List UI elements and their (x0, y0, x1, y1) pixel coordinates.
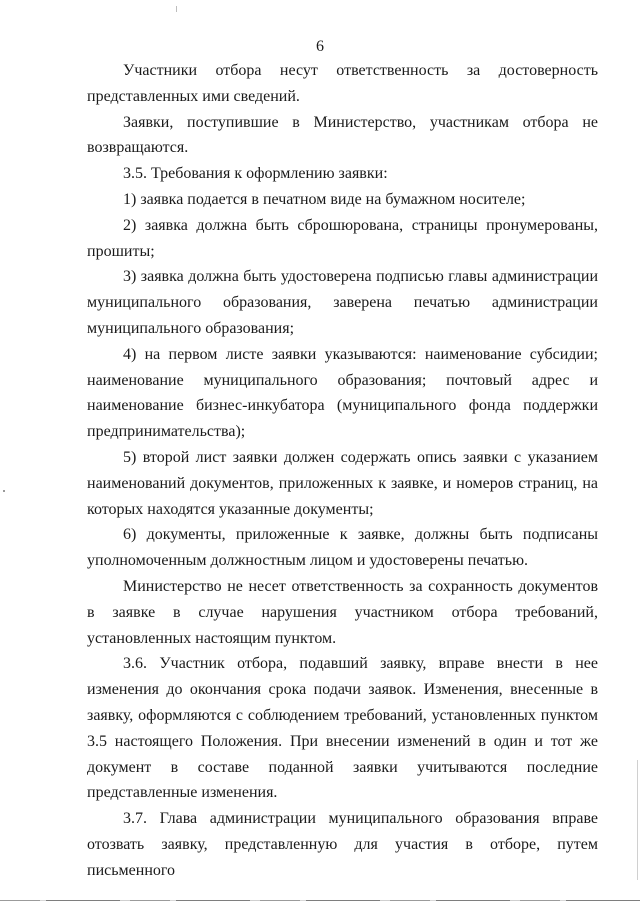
scan-artifact-right-edge (637, 760, 638, 880)
paragraph-ministry-responsibility: Министерство не несет ответственность за сохранность документов в заявке в случае нарушения участником отбора требований, установленных настоящим пунктом. (87, 577, 598, 647)
section-3-7: 3.7. Глава администрации муниципального образования вправе отозвать заявку, представленную для участия в отборе, путем письменного (87, 810, 598, 879)
paragraph-participants-responsibility: Участники отбора несут ответственность за достоверность представленных ими сведений. (87, 62, 598, 105)
section-3-6: 3.6. Участник отбора, подавший заявку, вправе внести в нее изменения до окончания срока подачи заявок. Изменения, внесенные в заявку, оформляются с соблюдением требований, установленных пунктом 3.5 настоящего Положения. При внесении изменений в один и тот же документ в составе поданной заявки учитываются последние представленные изменения. (87, 655, 598, 802)
scan-artifact-left (3, 490, 5, 492)
paragraph-applications-not-returned: Заявки, поступившие в Министерство, участникам отбора не возвращаются. (87, 113, 598, 157)
section-heading-3-5: 3.5. Требования к оформлению заявки: (123, 165, 388, 183)
page-number: 6 (316, 38, 324, 55)
list-item-4: 4) на первом листе заявки указываются: наименование субсидии; наименование муниципального образования; почтовый адрес и наименование бизнес-инкубатора (муниципального фонда поддержки предпринимательства); (87, 345, 598, 441)
list-item-3: 3) заявка должна быть удостоверена подписью главы администрации муниципального образования, заверена печатью администрации муниципального образования; (87, 268, 598, 337)
scan-artifact-top (176, 6, 177, 12)
list-item-2: 2) заявка должна быть сброшюрована, страницы пронумерованы, прошиты; (87, 216, 598, 260)
list-item-5: 5) второй лист заявки должен содержать опись заявки с указанием наименований документов, приложенных к заявке, и номеров страниц, на которых находятся указанные документы; (87, 448, 598, 518)
scan-artifact-bottom-edge (0, 900, 640, 901)
document-body (87, 58, 598, 884)
list-item-1: 1) заявка подается в печатном виде на бумажном носителе; (123, 190, 526, 208)
list-item-6: 6) документы, приложенные к заявке, должны быть подписаны уполномоченным должностным лицом и удостоверены печатью. (87, 526, 598, 570)
